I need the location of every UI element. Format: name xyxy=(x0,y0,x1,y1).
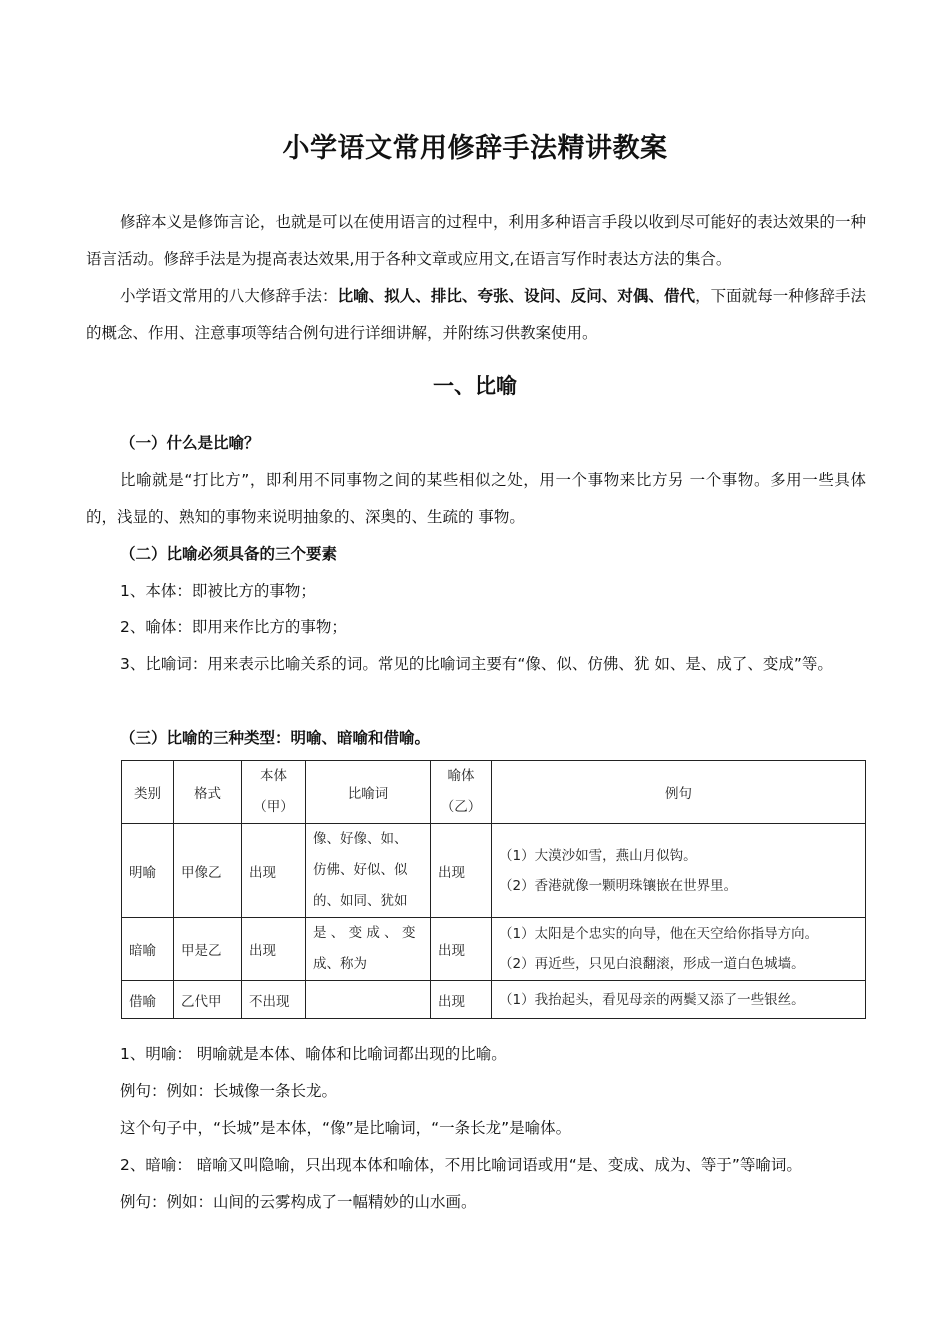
table-row xyxy=(122,981,866,1019)
cell-examples xyxy=(492,824,866,918)
cell-type: 明喻 xyxy=(122,824,174,918)
word-line: 的、如同、犹如 xyxy=(313,893,408,909)
cell-format: 甲像乙 xyxy=(174,824,242,918)
header-benti-line2: （甲） xyxy=(253,799,294,815)
table-row xyxy=(122,824,866,918)
simile-explanation: 这个句子中，“长城”是本体，“像”是比喻词，“一条长龙”是喻体。 xyxy=(120,1119,572,1137)
cell-metaphor-word xyxy=(306,918,431,981)
cell-type: 暗喻 xyxy=(122,918,174,981)
word-line: 像、好像、如、 xyxy=(313,831,408,847)
cell-examples xyxy=(492,918,866,981)
document-title: 小学语文常用修辞手法精讲教案 xyxy=(282,133,668,164)
example-line: （1）我抬起头，看见母亲的两鬓又添了一些银丝。 xyxy=(499,991,805,1008)
cell-metaphor-word xyxy=(306,981,431,1019)
subheading-three-elements: （二）比喻必须具备的三个要素 xyxy=(120,545,338,563)
simile-example: 例句：例如：长城像一条长龙。 xyxy=(120,1082,338,1100)
metaphor-definition: 比喻就是“打比方”，即利用不同事物之间的某些相似之处，用一个事物来比方另 一个事物。多用一些具体的，浅显的、熟知的事物来说明抽象的、深奥的、生疏的 事物。 xyxy=(86,471,866,526)
implicit-metaphor-definition: 2、暗喻： 暗喻又叫隐喻，只出现本体和喻体，不用比喻词语或用“是、变成、成为、等于”等喻词。 xyxy=(120,1156,802,1174)
header-format: 格式 xyxy=(174,761,242,824)
metaphor-types-table xyxy=(121,760,866,1019)
intro-p2-bold-list: 比喻、拟人、排比、夸张、设问、反问、对偶、借代 xyxy=(337,287,696,305)
example-line: （2）再近些，只见白浪翻滚，形成一道白色城墙。 xyxy=(499,956,805,972)
section-heading-metaphor: 一、比喻 xyxy=(433,374,517,398)
subheading-what-is-metaphor: （一）什么是比喻？ xyxy=(120,434,260,452)
table-row xyxy=(122,918,866,981)
example-line: （1）大漠沙如雪，燕山月似钩。 xyxy=(499,847,697,864)
cell-examples xyxy=(492,981,866,1019)
header-metaphor-word: 比喻词 xyxy=(306,761,431,824)
intro-paragraph-2 xyxy=(86,278,866,352)
table-header-row xyxy=(122,761,866,824)
cell-metaphor-word xyxy=(306,824,431,918)
intro-paragraph-1: 修辞本义是修饰言论，也就是可以在使用语言的过程中，利用多种语言手段以收到尽可能好的表达效果的一种语言活动。修辞手法是为提高表达效果,用于各种文章或应用文,在语言写作时表达方法的集合。 xyxy=(86,213,866,268)
example-line: （2）香港就像一颗明珠镶嵌在世界里。 xyxy=(499,877,738,894)
cell-format: 甲是乙 xyxy=(174,918,242,981)
header-benti-line1: 本体 xyxy=(260,768,287,784)
implicit-metaphor-example: 例句：例如：山间的云雾构成了一幅精妙的山水画。 xyxy=(120,1193,477,1211)
intro-p2-prefix: 小学语文常用的八大修辞手法： xyxy=(120,287,338,305)
subheading-three-types: （三）比喻的三种类型：明喻、暗喻和借喻。 xyxy=(120,729,431,747)
cell-type: 借喻 xyxy=(122,981,174,1019)
header-yuti-line1: 喻体 xyxy=(447,768,475,784)
cell-format: 乙代甲 xyxy=(174,981,242,1019)
header-yuti xyxy=(431,761,492,824)
element-item-2: 2、喻体：即用来作比方的事物； xyxy=(120,618,347,636)
element-item-1: 1、本体：即被比方的事物； xyxy=(120,582,316,600)
header-benti xyxy=(242,761,306,824)
word-line: 成、称为 xyxy=(313,956,367,972)
header-example: 例句 xyxy=(492,761,866,824)
element-item-3: 3、比喻词：用来表示比喻关系的词。常见的比喻词主要有“像、似、仿佛、犹 如、是、成了、变成”等。 xyxy=(120,655,833,673)
simile-definition: 1、明喻： 明喻就是本体、喻体和比喻词都出现的比喻。 xyxy=(120,1045,507,1063)
cell-yuti: 出现 xyxy=(431,824,492,918)
header-yuti-line2: （乙） xyxy=(440,799,482,815)
word-line: 仿佛、好似、似 xyxy=(313,862,408,878)
word-line: 是 、 变 成 、 变 xyxy=(313,925,416,941)
header-type: 类别 xyxy=(122,761,174,824)
cell-benti: 不出现 xyxy=(242,981,306,1019)
cell-benti: 出现 xyxy=(242,824,306,918)
example-line: （1）太阳是个忠实的向导，他在天空给你指导方向。 xyxy=(499,926,819,942)
intro-p2-suffix: ，下面就每一种修辞手法的概念、作用、注意事项等结合例句进行详细讲解，并附练习供教案使用。 xyxy=(86,287,866,342)
cell-yuti: 出现 xyxy=(431,981,492,1019)
cell-benti: 出现 xyxy=(242,918,306,981)
cell-yuti: 出现 xyxy=(431,918,492,981)
